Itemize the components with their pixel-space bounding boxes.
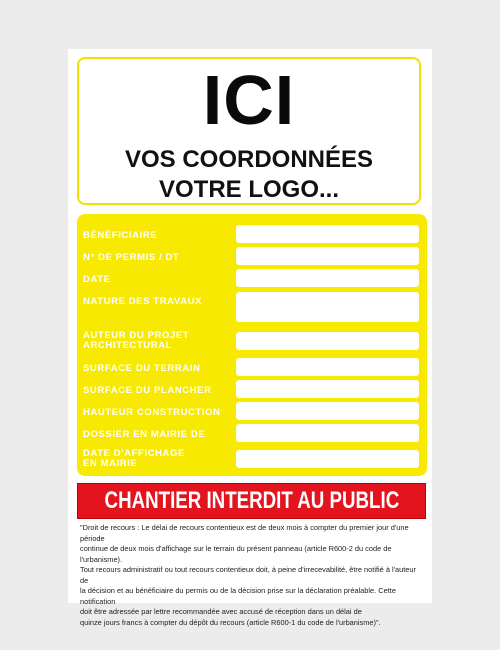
field-label-town-hall-file: DOSSIER EN MAIRIE DE [83,429,206,440]
field-label-project-author: AUTEUR DU PROJET ARCHITECTURAL [83,330,190,351]
field-label-floor-area: SURFACE DU PLANCHER [83,385,212,396]
permit-form-panel [77,214,427,476]
field-label-land-area: SURFACE DU TERRAIN [83,363,201,374]
field-box-height [236,402,419,420]
field-box-date [236,269,419,287]
banner-text: CHANTIER INTERDIT AU PUBLIC [104,487,399,514]
field-box-land-area [236,358,419,376]
field-label-permit-number: N° DE PERMIS / DT [83,252,180,263]
construction-permit-sign [68,49,432,627]
field-box-beneficiaire [236,225,419,243]
legal-notice: "Droit de recours : Le délai de recours contentieux est de deux mois à compter du premier jour d'une période continue de deux mois d'affichage sur le terrain du présent panneau (article R600-2 du code de l'urbanisme). Tout recours administratif ou tout recours contentieux doit, à peine d'irrecevabilité, être notifié à l'auteur de la décision et au bénéficiaire du permis ou de la décision prise sur la déclaration préalable. Cette notification doit être adressée par lettre recommandée avec accusé de réception dans un délai de quinze jours francs à compter du dépôt du recours (article R600-1 du code de l'urbanisme)". [80,523,416,627]
field-box-work-type [236,292,419,322]
field-box-posting-date [236,450,419,468]
field-label-height: HAUTEUR CONSTRUCTION [83,407,221,418]
logo-line: VOTRE LOGO... [158,176,339,203]
field-label-date: DATE [83,274,111,285]
field-box-town-hall-file [236,424,419,442]
field-label-work-type: NATURE DES TRAVAUX [83,296,202,307]
public-prohibited-banner [77,483,426,519]
field-label-posting-date: DATE D'AFFICHAGE EN MAIRIE [83,448,185,469]
field-box-project-author [236,332,419,350]
field-label-beneficiaire: BÉNÉFICIAIRE [83,230,158,241]
coordinates-line: VOS COORDONNÉES [124,146,374,173]
field-box-floor-area [236,380,419,398]
headline: ICI [202,61,296,139]
field-box-permit-number [236,247,419,265]
header-panel [77,57,421,205]
